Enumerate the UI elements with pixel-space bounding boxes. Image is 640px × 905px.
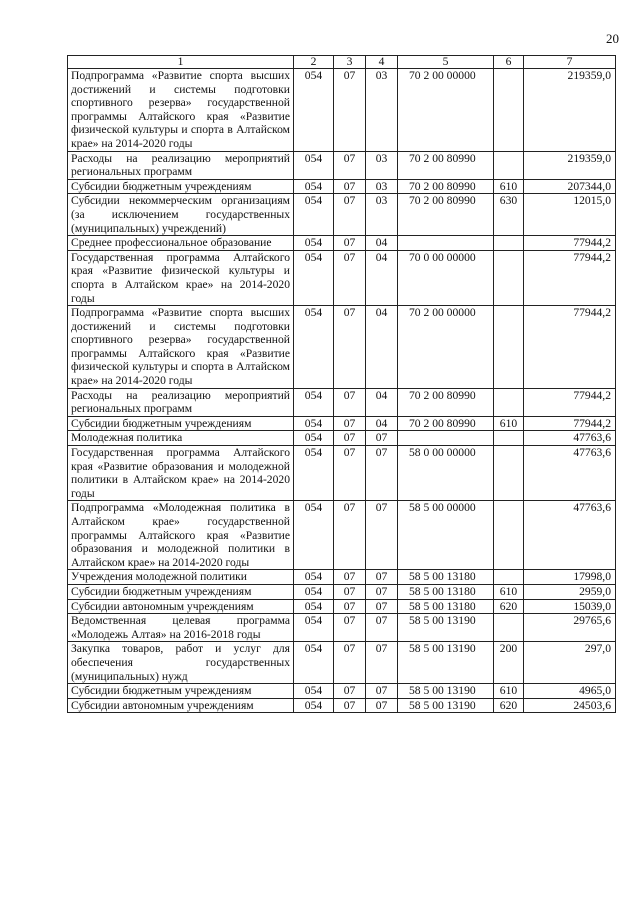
row-ministry-code: 054 (294, 306, 334, 389)
row-amount: 2959,0 (524, 584, 616, 599)
table-row (68, 584, 616, 599)
row-subsection-code: 07 (366, 599, 398, 614)
row-target-code: 58 5 00 13190 (398, 614, 494, 642)
row-section-code: 07 (334, 614, 366, 642)
row-name: Расходы на реализацию мероприятий региональных программ (68, 388, 294, 416)
row-target-code: 70 2 00 80990 (398, 194, 494, 236)
row-target-code: 58 5 00 13190 (398, 642, 494, 684)
col-header-expense-type: 6 (494, 56, 524, 69)
row-expense-type-code (494, 614, 524, 642)
table-row (68, 599, 616, 614)
row-subsection-code: 07 (366, 698, 398, 713)
row-name: Расходы на реализацию мероприятий региональных программ (68, 151, 294, 179)
row-ministry-code: 054 (294, 684, 334, 699)
row-amount: 297,0 (524, 642, 616, 684)
row-expense-type-code (494, 236, 524, 251)
row-ministry-code: 054 (294, 388, 334, 416)
row-subsection-code: 07 (366, 570, 398, 585)
row-target-code: 58 0 00 00000 (398, 446, 494, 501)
row-expense-type-code: 610 (494, 684, 524, 699)
row-section-code: 07 (334, 179, 366, 194)
row-amount: 77944,2 (524, 236, 616, 251)
row-section-code: 07 (334, 501, 366, 570)
table-row (68, 431, 616, 446)
row-subsection-code: 07 (366, 614, 398, 642)
table-row (68, 306, 616, 389)
row-subsection-code: 04 (366, 306, 398, 389)
row-ministry-code: 054 (294, 194, 334, 236)
row-expense-type-code (494, 250, 524, 305)
row-name: Учреждения молодежной политики (68, 570, 294, 585)
row-ministry-code: 054 (294, 446, 334, 501)
table-row (68, 698, 616, 713)
row-section-code: 07 (334, 431, 366, 446)
budget-table-body (68, 56, 616, 713)
table-row (68, 614, 616, 642)
row-amount: 15039,0 (524, 599, 616, 614)
row-target-code: 70 2 00 80990 (398, 151, 494, 179)
col-header-ministry: 2 (294, 56, 334, 69)
row-amount: 17998,0 (524, 570, 616, 585)
row-expense-type-code (494, 306, 524, 389)
row-name: Подпрограмма «Молодежная политика в Алтайском крае» государственной программы Алтайского края «Развитие образования и молодежной политики в Алтайском крае» на 2014-2020 годы (68, 501, 294, 570)
row-section-code: 07 (334, 416, 366, 431)
row-target-code: 58 5 00 13180 (398, 570, 494, 585)
row-expense-type-code (494, 446, 524, 501)
row-amount: 47763,6 (524, 431, 616, 446)
row-ministry-code: 054 (294, 584, 334, 599)
table-row (68, 570, 616, 585)
row-name: Субсидии бюджетным учреждениям (68, 584, 294, 599)
row-name: Подпрограмма «Развитие спорта высших достижений и системы подготовки спортивного резерва» государственной программы Алтайского края «Развитие физической культуры и спорта в Алтайском крае» на 2014-2020 годы (68, 306, 294, 389)
row-amount: 47763,6 (524, 446, 616, 501)
row-name: Среднее профессиональное образование (68, 236, 294, 251)
row-section-code: 07 (334, 570, 366, 585)
row-subsection-code: 07 (366, 684, 398, 699)
row-section-code: 07 (334, 698, 366, 713)
row-amount: 77944,2 (524, 250, 616, 305)
row-name: Ведомственная целевая программа «Молодежь Алтая» на 2016-2018 годы (68, 614, 294, 642)
row-amount: 12015,0 (524, 194, 616, 236)
table-row (68, 236, 616, 251)
row-subsection-code: 07 (366, 446, 398, 501)
row-ministry-code: 054 (294, 570, 334, 585)
table-row (68, 194, 616, 236)
header-row (68, 56, 616, 69)
row-section-code: 07 (334, 69, 366, 152)
row-expense-type-code (494, 151, 524, 179)
row-amount: 77944,2 (524, 416, 616, 431)
col-header-target: 5 (398, 56, 494, 69)
table-row (68, 642, 616, 684)
table-row (68, 501, 616, 570)
row-amount: 219359,0 (524, 69, 616, 152)
row-target-code: 58 5 00 13190 (398, 698, 494, 713)
table-row (68, 69, 616, 152)
row-subsection-code: 04 (366, 236, 398, 251)
row-name: Государственная программа Алтайского края «Развитие образования и молодежной политики в Алтайском крае» на 2014-2020 годы (68, 446, 294, 501)
row-expense-type-code: 620 (494, 599, 524, 614)
row-amount: 207344,0 (524, 179, 616, 194)
table-row (68, 179, 616, 194)
row-expense-type-code: 610 (494, 416, 524, 431)
row-subsection-code: 03 (366, 69, 398, 152)
row-amount: 219359,0 (524, 151, 616, 179)
row-expense-type-code: 620 (494, 698, 524, 713)
row-section-code: 07 (334, 446, 366, 501)
row-ministry-code: 054 (294, 599, 334, 614)
row-section-code: 07 (334, 642, 366, 684)
row-expense-type-code: 630 (494, 194, 524, 236)
row-target-code: 70 2 00 80990 (398, 179, 494, 194)
row-expense-type-code (494, 431, 524, 446)
row-target-code: 70 2 00 80990 (398, 388, 494, 416)
row-section-code: 07 (334, 236, 366, 251)
row-ministry-code: 054 (294, 416, 334, 431)
row-name: Субсидии бюджетным учреждениям (68, 416, 294, 431)
row-ministry-code: 054 (294, 501, 334, 570)
row-name: Подпрограмма «Развитие спорта высших достижений и системы подготовки спортивного резерва» государственной программы Алтайского края «Развитие физической культуры и спорта в Алтайском крае» на 2014-2020 годы (68, 69, 294, 152)
row-section-code: 07 (334, 684, 366, 699)
table-row (68, 250, 616, 305)
row-amount: 24503,6 (524, 698, 616, 713)
row-target-code: 70 2 00 00000 (398, 306, 494, 389)
row-ministry-code: 054 (294, 642, 334, 684)
row-target-code: 70 2 00 00000 (398, 69, 494, 152)
row-ministry-code: 054 (294, 614, 334, 642)
row-subsection-code: 07 (366, 584, 398, 599)
row-target-code: 58 5 00 13190 (398, 684, 494, 699)
row-name: Субсидии бюджетным учреждениям (68, 684, 294, 699)
row-ministry-code: 054 (294, 236, 334, 251)
row-expense-type-code: 200 (494, 642, 524, 684)
row-name: Субсидии автономным учреждениям (68, 698, 294, 713)
row-subsection-code: 07 (366, 642, 398, 684)
row-name: Закупка товаров, работ и услуг для обеспечения государственных (муниципальных) нужд (68, 642, 294, 684)
row-target-code (398, 236, 494, 251)
row-amount: 4965,0 (524, 684, 616, 699)
row-expense-type-code: 610 (494, 584, 524, 599)
row-ministry-code: 054 (294, 250, 334, 305)
row-name: Государственная программа Алтайского края «Развитие физической культуры и спорта в Алтайском крае» на 2014-2020 годы (68, 250, 294, 305)
col-header-subsection: 4 (366, 56, 398, 69)
row-section-code: 07 (334, 151, 366, 179)
row-name: Субсидии бюджетным учреждениям (68, 179, 294, 194)
budget-table (67, 55, 616, 713)
row-subsection-code: 03 (366, 194, 398, 236)
row-expense-type-code (494, 501, 524, 570)
row-subsection-code: 03 (366, 179, 398, 194)
table-row (68, 684, 616, 699)
row-subsection-code: 04 (366, 388, 398, 416)
row-section-code: 07 (334, 599, 366, 614)
row-ministry-code: 054 (294, 179, 334, 194)
row-amount: 29765,6 (524, 614, 616, 642)
row-ministry-code: 054 (294, 698, 334, 713)
row-ministry-code: 054 (294, 151, 334, 179)
col-header-section: 3 (334, 56, 366, 69)
row-subsection-code: 07 (366, 501, 398, 570)
row-section-code: 07 (334, 250, 366, 305)
row-target-code: 58 5 00 13180 (398, 584, 494, 599)
col-header-name: 1 (68, 56, 294, 69)
table-row (68, 416, 616, 431)
row-target-code: 70 2 00 80990 (398, 416, 494, 431)
row-subsection-code: 07 (366, 431, 398, 446)
row-name: Молодежная политика (68, 431, 294, 446)
row-section-code: 07 (334, 306, 366, 389)
row-section-code: 07 (334, 194, 366, 236)
row-target-code: 70 0 00 00000 (398, 250, 494, 305)
row-target-code: 58 5 00 13180 (398, 599, 494, 614)
table-row (68, 446, 616, 501)
row-target-code: 58 5 00 00000 (398, 501, 494, 570)
row-ministry-code: 054 (294, 69, 334, 152)
row-expense-type-code (494, 388, 524, 416)
row-name: Субсидии некоммерческим организациям (за исключением государственных (муниципальных) учреждений) (68, 194, 294, 236)
row-section-code: 07 (334, 388, 366, 416)
table-row (68, 388, 616, 416)
row-subsection-code: 03 (366, 151, 398, 179)
row-subsection-code: 04 (366, 416, 398, 431)
table-row (68, 151, 616, 179)
row-expense-type-code (494, 570, 524, 585)
page-number: 20 (606, 31, 619, 46)
row-amount: 47763,6 (524, 501, 616, 570)
row-ministry-code: 054 (294, 431, 334, 446)
row-name: Субсидии автономным учреждениям (68, 599, 294, 614)
row-subsection-code: 04 (366, 250, 398, 305)
row-target-code (398, 431, 494, 446)
row-expense-type-code: 610 (494, 179, 524, 194)
row-expense-type-code (494, 69, 524, 152)
col-header-amount: 7 (524, 56, 616, 69)
row-amount: 77944,2 (524, 388, 616, 416)
row-section-code: 07 (334, 584, 366, 599)
row-amount: 77944,2 (524, 306, 616, 389)
